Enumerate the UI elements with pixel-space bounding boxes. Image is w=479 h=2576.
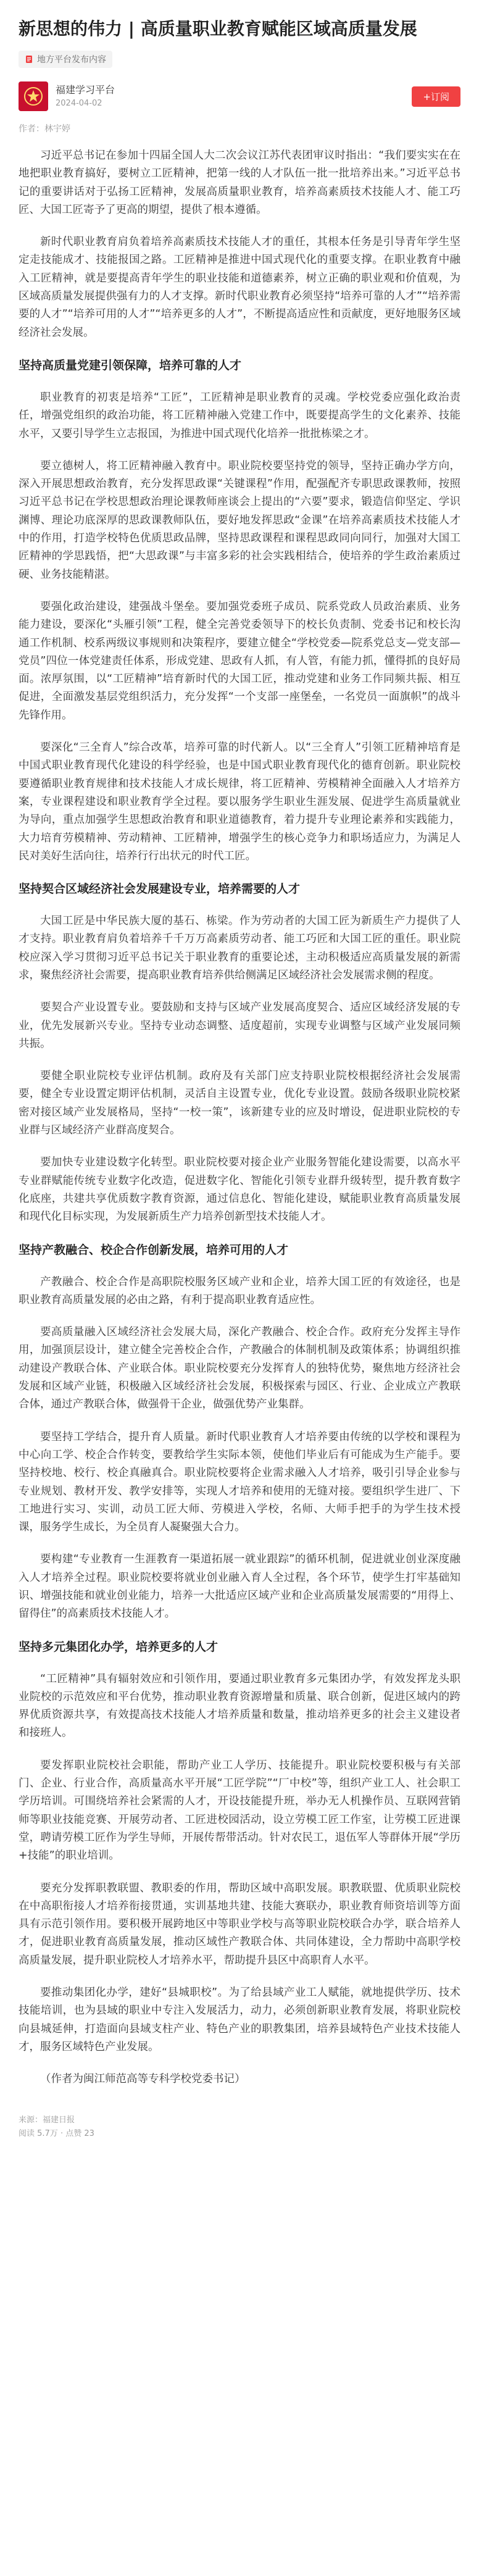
- paragraph: 新时代职业教育肩负着培养高素质技术技能人才的重任，其根本任务是引导青年学生坚定走技能成才、技能报国之路。工匠精神是推进中国式现代化的重要支撑。在职业教育中融入工匠精神，就是要提高青年学生的职业技能和道德素养，树立正确的职业观和价值观，为区域高质量发展提供强有力的人才支撑。新时代职业教育必须坚持“培养可靠的人才”“培养需要的人才”“培养可用的人才”“培养更多的人才”，不断提高适应性和贡献度，更好地服务区域经济社会发展。: [19, 236, 460, 339]
- article-footer: [19, 2114, 460, 2141]
- paragraph: 要加快专业建设数字化转型。职业院校要对接企业产业服务智能化建设需要，以高水平专业群赋能传统专业数字化改造，促进数字化、智能化引领专业群升级转型，提升教育数字化底座，共建共享优质数字教育资源，通过信息化、智能化建设，赋能职业教育高质量发展和现代化目标实现，为发展新质生产力培养创新型技术技能人才。: [19, 1156, 460, 1223]
- document-icon: [25, 55, 33, 64]
- paragraph: 职业教育的初衷是培养“工匠”，工匠精神是职业教育的灵魂。学校党委应强化政治责任，增强党组织的政治功能，将工匠精神融入党建工作中，既要提高学生的文化素养、技能水平，又要引导学生立志报国，为推进中国式现代化培养一批批栋梁之才。: [19, 391, 460, 440]
- author-bar: [19, 81, 460, 111]
- section-heading: 坚持多元集团化办学，培养更多的人才: [19, 1640, 219, 1654]
- paragraph: 要发挥职业院校社会职能，帮助产业工人学历、技能提升。职业院校要积极与有关部门、企业、行业合作，高质量高水平开展“工匠学院”“厂中校”等，组织产业工人、社会职工学历培训。可围绕培养社会紧需的人才，开设技能提升班，举办无人机操作员、互联网营销师等职业技能竞赛、开展劳动者、工匠进校园活动，设立劳模工匠工作室，让劳模工匠进课堂，聘请劳模工匠作为学生导师，开展传帮带活动。针对农民工，退伍军人等群体开展“学历+技能”的职业培训。: [19, 1759, 460, 1862]
- publish-date: 2024-04-02: [56, 99, 102, 108]
- section-heading: 坚持高质量党建引领保障，培养可靠的人才: [19, 358, 242, 372]
- source-label: 来源：福建日报: [19, 2115, 75, 2125]
- paragraph: 要强化政治建设，建强战斗堡垒。要加强党委班子成员、院系党政人员政治素质、业务能力建设，要深化“头雁引领”工程，健全完善党委领导下的校长负责制、党委书记和校长沟通工作机制、校系两级议事规则和决策程序，要建立健全“学校党委—院系党总支—党支部—党员”四位一体党建责任体系，形成党建、思政有人抓，有人管，有能力抓，懂得抓的良好局面。浓厚氛围，以“工匠精神”培育新时代的大国工匠，推动党建和业务工作同频共振、相互促进，全面激发基层党组织活力，充分发挥“一个支部一座堡垒，一名党员一面旗帜”的战斗先锋作用。: [19, 600, 460, 722]
- channel-label: 地方平台发布内容: [37, 55, 106, 65]
- section-heading: 坚持契合区域经济社会发展建设专业，培养需要的人才: [19, 882, 301, 896]
- paragraph: 产教融合、校企合作是高职院校服务区域产业和企业，培养大国工匠的有效途径，也是职业教育高质量发展的必由之路，有利于提高职业教育适应性。: [19, 1275, 460, 1306]
- paragraph: （作者为闽江师范高等专科学校党委书记）: [40, 2073, 246, 2086]
- channel-tag[interactable]: [19, 51, 112, 68]
- subscribe-button[interactable]: +订阅: [412, 86, 460, 107]
- paragraph: 要健全职业院校专业评估机制。政府及有关部门应支持职业院校根据经济社会发展需要，健全专业设置定期评估机制，灵活自主设置专业，优化专业设置。鼓励各级职业院校紧密对接区域产业发展格局，坚持“一校一策”，该新建专业的应及时增设，促进职业院校的专业群与区域经济产业群高度契合。: [19, 1070, 460, 1137]
- paragraph: 要推动集团化办学，建好“县城职校”。为了给县域产业工人赋能，就地提供学历、技术技能培训，也为县域的职业中专注入发展活力，动力，必须创新职业教育发展，将职业院校向县城延伸，打造面向县域支柱产业、特色产业的职教集团，培养县域特色产业技术技能人才，服务区域特色产业发展。: [19, 1986, 460, 2053]
- paragraph: 要深化“三全育人”综合改革，培养可靠的时代新人。以“三全育人”引领工匠精神培育是中国式职业教育现代化建设的科学经验，也是中国式职业教育现代化的德育创新。职业院校要遵循职业教育规律和技术技能人才成长规律，将工匠精神、劳模精神全面融入人才培养方案，专业课程建设和职业教育学全过程。要以服务学生职业生涯发展、促进学生高质量就业为导向，重点加强学生思想政治教育和职业道德教育，着力提升专业理论素养和实践能力，大力培育劳模精神、劳动精神、工匠精神，增强学生的核心竞争力和职场适应力，为满足人民对美好生活向往，培养行行出状元的时代工匠。: [19, 741, 460, 862]
- platform-logo-icon: [23, 86, 44, 107]
- paragraph: 要高质量融入区域经济社会发展大局，深化产教融合、校企合作。政府充分发挥主导作用，加强顶层设计，建立健全完善校企合作，产教融合的体制机制及政策体系；协调组织推动建设产教联合体、产业联合体。职业院校要充分发挥育人的独特优势，聚焦地方经济社会发展和区域产业链，积极融入区域经济社会发展，积极探索与园区、行业、企业成立产教联合体，通过产教联合体，做强骨干企业，做强优势产业集群。: [19, 1326, 460, 1411]
- paragraph: 大国工匠是中华民族大厦的基石、栋梁。作为劳动者的大国工匠为新质生产力提供了人才支持。职业教育肩负着培养千千万万高素质劳动者、能工巧匠和大国工匠的重任。职业院校应深入学习贯彻习近平总书记关于职业教育的重要论述，主动积极适应高质量发展的新需求，聚焦经济社会需要，提高职业教育培养供给侧满足区域经济社会发展需求侧的程度。: [19, 915, 460, 982]
- paragraph: 要契合产业设置专业。要鼓励和支持与区域产业发展高度契合、适应区域经济发展的专业，优先发展新兴专业。坚持专业动态调整、适度超前，实现专业调整与区域产业发展同频共振。: [19, 1001, 460, 1050]
- article-title: 新思想的伟力 | 高质量职业教育赋能区域高质量发展: [19, 19, 417, 39]
- author-meta: [56, 83, 412, 110]
- article-body: [19, 147, 460, 2089]
- paragraph: 要充分发挥职教联盟、教职委的作用，帮助区域中高职发展。职教联盟、优质职业院校在中高职衔接人才培养衔接贯通，实训基地共建、技能大赛联办，职业教育师资培训等方面具有示范引领作用。要积极开展跨地区中等职业学校与高等职业院校联合办学，联合培养人才，促进职业教育高质量发展，推动区域性产教联合体、共同体建设，全力帮助中高职学校高质量发展，提升职业院校人才培养水平，帮助提升县区中高职育人水平。: [19, 1882, 460, 1967]
- author-name[interactable]: 福建学习平台: [56, 84, 115, 96]
- avatar[interactable]: [19, 81, 48, 111]
- paragraph: 要立德树人，将工匠精神融入教育中。职业院校要坚持党的领导，坚持正确办学方向，深入开展思想政治教育，充分发挥思政课“关键课程”作用，配强配齐专职思政课教师，按照习近平总书记在学校思想政治理论课教师座谈会上提出的“六要”要求，锻造信仰坚定、学识渊博、理论功底深厚的思政课教师队伍，要好地发挥思政“金课”在培养高素质技术技能人才中的作用，打造学校特色优质思政品牌，坚持思政课程和课程思政同向同行，加强对大国工匠精神的学思践悟，把“大思政课”与丰富多彩的社会实践相结合，使培养的学生政治素质过硬、业务技能精湛。: [19, 459, 460, 581]
- paragraph: “工匠精神”具有辐射效应和引领作用，要通过职业教育多元集团办学，有效发挥龙头职业院校的示范效应和平台优势，推动职业教育资源增量和质量、联合创新，促进区域内的跨界优质资源共享，有效提高技术技能人才培养质量和数量，推动培养更多的社会主义建设者和接班人。: [19, 1672, 460, 1740]
- paragraph: 习近平总书记在参加十四届全国人大二次会议江苏代表团审议时指出：“我们要实实在在地把职业教育搞好，要树立工匠精神，把第一线的人才队伍一批一批培养出来。”习近平总书记的重要讲话对于弘扬工匠精神，发展高质量职业教育，培养高素质技术技能人才、能工巧匠、大国工匠寄予了更高的期望，提供了根本遵循。: [19, 149, 460, 216]
- view-count: 阅读 5.7万 · 点赞 23: [19, 2128, 94, 2138]
- paragraph: 要坚持工学结合，提升育人质量。新时代职业教育人才培养要由传统的以学校和课程为中心向工学、校企合作转变，要教给学生实际本领，使他们毕业后有可能成为生产能手。要坚持校地、校行、校企真融真合。职业院校要将企业需求融入人才培养，吸引引导企业参与专业规划、教材开发、教学安排等，实现人才培养和使用的无缝对接。要组织学生进厂、下工地进行实习、实训，动员工匠大师、劳模进入学校，名师、大师手把手的为学生技术授课，服务学生成长，为全员育人凝聚强大合力。: [19, 1430, 460, 1534]
- paragraph: 要构建“专业教育一生涯教育一渠道拓展一就业跟踪”的循环机制，促进就业创业深度融入人才培养全过程。职业院校要将就业创业融入育人全过程，各个环节，使学生打牢基础知识、增强技能和就业创业能力，培养一大批适应区域产业和企业高质量发展需要的“用得上、留得住”的高素质技术技能人才。: [19, 1553, 460, 1620]
- section-heading: 坚持产教融合、校企合作创新发展，培养可用的人才: [19, 1243, 289, 1257]
- byline: 作者：林宇婷: [19, 124, 70, 134]
